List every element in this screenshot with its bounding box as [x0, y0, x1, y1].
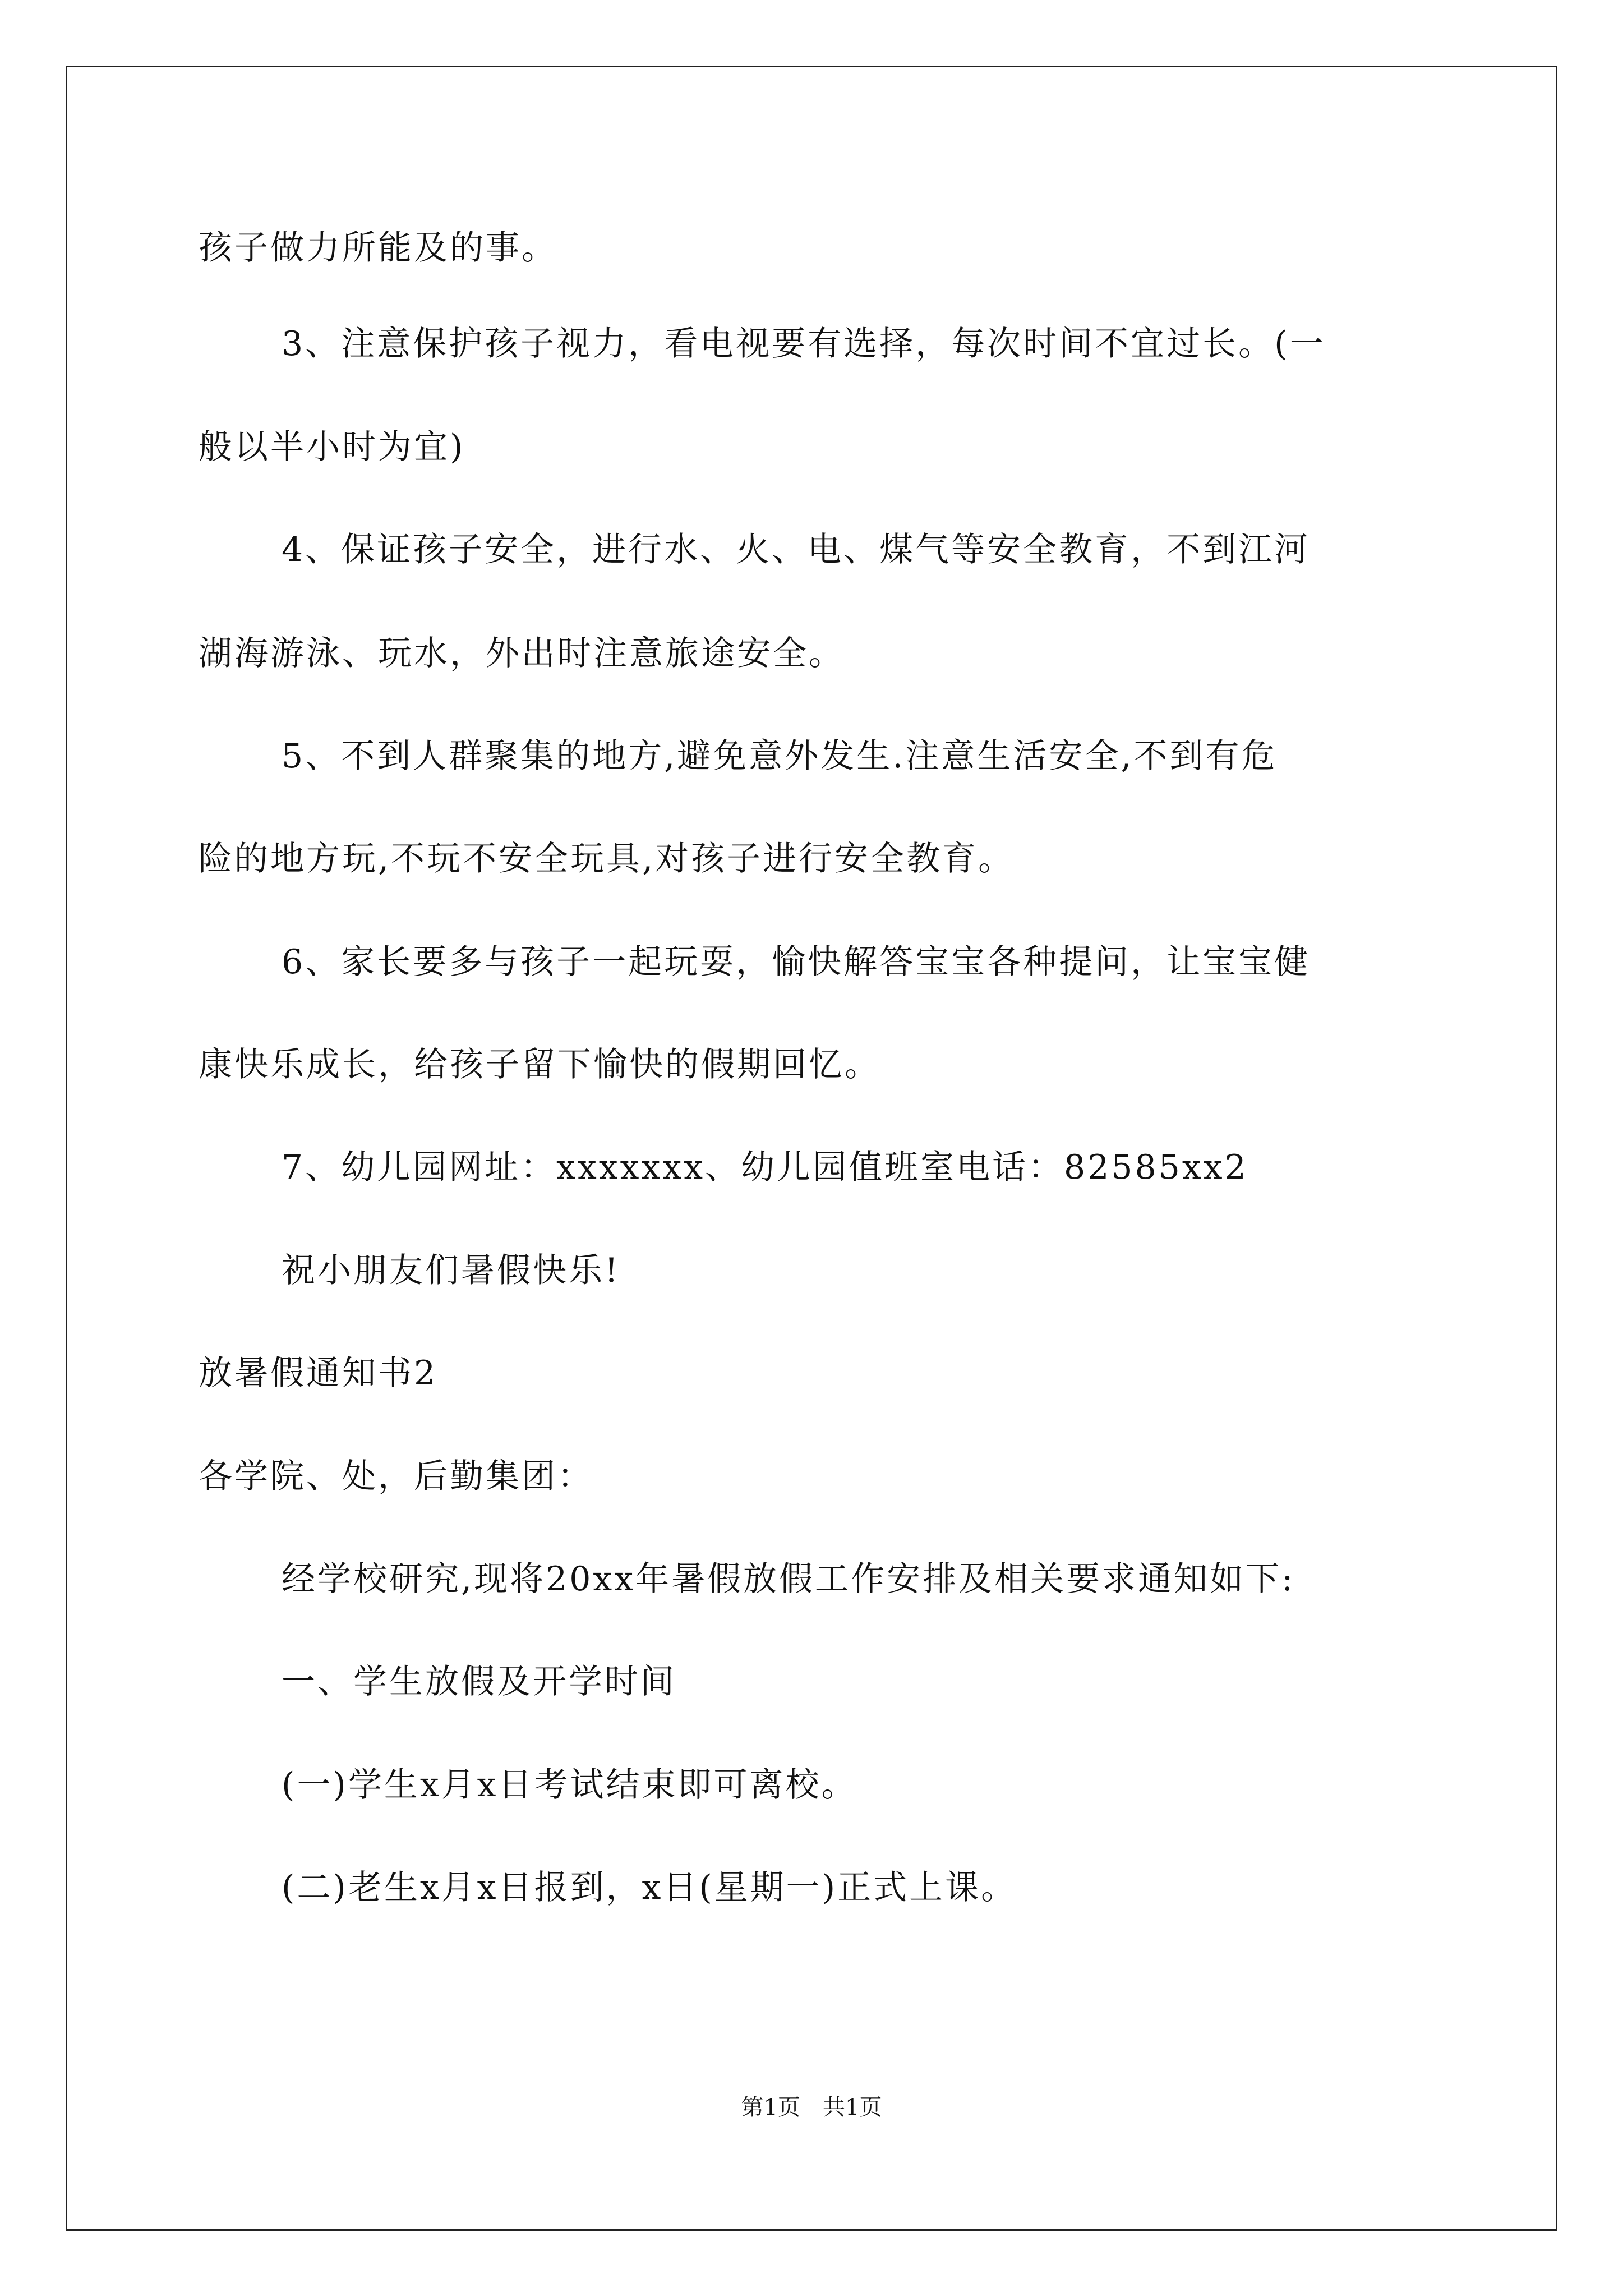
paragraph-line: 孩子做力所能及的事。 — [199, 228, 557, 268]
paragraph-line: 各学院、处，后勤集团： — [199, 1457, 593, 1496]
paragraph-line: 康快乐成长，给孩子留下愉快的假期回忆。 — [199, 1045, 880, 1084]
paragraph-line: 湖海游泳、玩水，外出时注意旅途安全。 — [199, 634, 845, 673]
paragraph-line: 般以半小时为宜) — [199, 427, 465, 467]
paragraph-line: 4、保证孩子安全，进行水、火、电、煤气等安全教育，不到江河 — [282, 530, 1311, 569]
section-heading: 放暑假通知书2 — [199, 1354, 438, 1393]
paragraph-line: 6、家长要多与孩子一起玩耍，愉快解答宝宝各种提问，让宝宝健 — [282, 942, 1311, 982]
paragraph-line: (一)学生x月x日考试结束即可离校。 — [282, 1765, 857, 1805]
paragraph-line: 经学校研究,现将20xx年暑假放假工作安排及相关要求通知如下: — [282, 1559, 1295, 1599]
page-footer: 第1页 共1页 — [741, 2095, 882, 2120]
paragraph-line: 一、学生放假及开学时间 — [282, 1662, 676, 1701]
paragraph-line: (二)老生x月x日报到，x日(星期一)正式上课。 — [282, 1868, 1017, 1907]
paragraph-line: 7、幼儿园网址：xxxxxxx、幼儿园值班室电话：82585xx2 — [282, 1148, 1248, 1187]
paragraph-line: 5、不到人群聚集的地方,避免意外发生.注意生活安全,不到有危 — [282, 737, 1278, 776]
paragraph-line: 险的地方玩,不玩不安全玩具,对孩子进行安全教育。 — [199, 839, 1015, 878]
paragraph-line: 祝小朋友们暑假快乐! — [282, 1251, 621, 1290]
paragraph-line: 3、注意保护孩子视力，看电视要有选择，每次时间不宜过长。(一 — [282, 324, 1326, 364]
